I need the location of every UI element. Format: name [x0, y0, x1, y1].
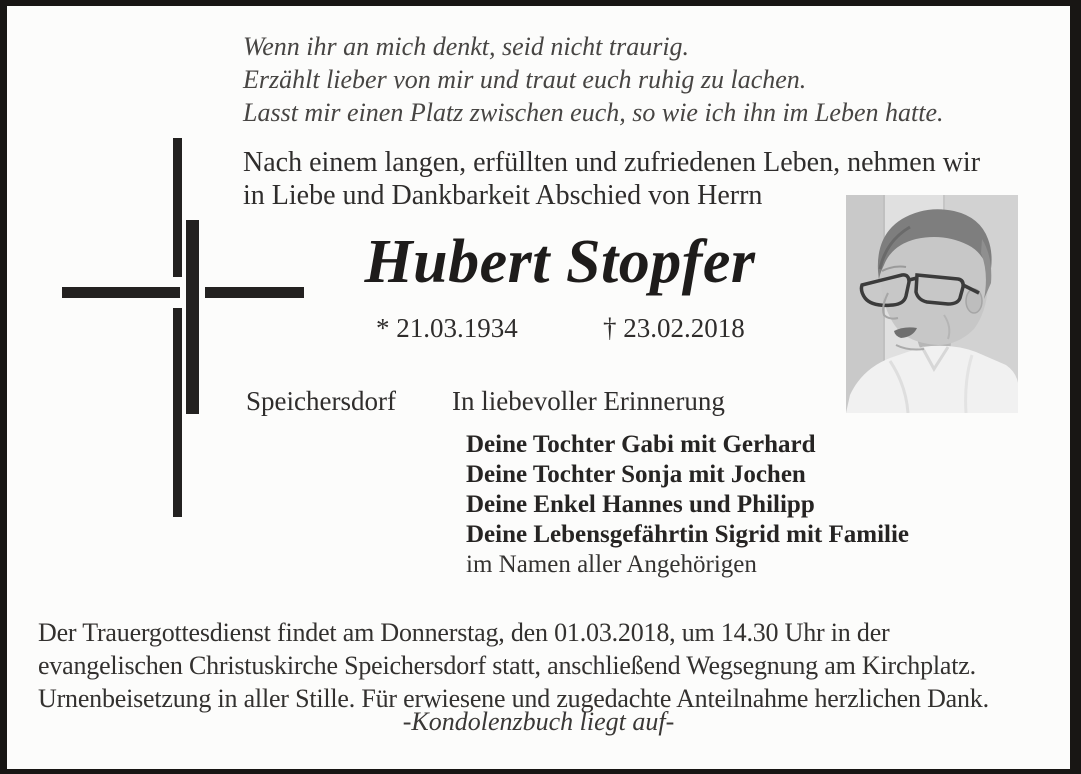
epigraph-line-2: Erzählt lieber von mir und traut euch ruhig zu lachen. [243, 65, 807, 94]
death-date: † 23.02.2018 [603, 313, 745, 343]
birth-date: * 21.03.1934 [376, 313, 518, 343]
mourners-suffix: im Namen aller Angehörigen [466, 551, 757, 578]
portrait-photo [846, 195, 1018, 413]
cross-bar-horizontal-left [62, 287, 180, 298]
intro-line-2: in Liebe und Dankbarkeit Abschied von Herrn [243, 180, 763, 211]
remembrance-label: In liebevoller Erinnerung [452, 386, 725, 416]
condolence-note: -Kondolenzbuch liegt auf- [402, 707, 675, 736]
service-info [38, 616, 1060, 715]
cross-bar-vertical-upper [173, 138, 182, 277]
mourners-list [466, 430, 909, 580]
mourner-line-2: Deine Tochter Sonja mit Jochen [466, 461, 806, 488]
place-row [7, 386, 1070, 420]
epigraph-line-3: Lasst mir einen Platz zwischen euch, so wie ich ihn im Leben hatte. [243, 98, 944, 127]
cross-bar-horizontal-right [205, 287, 304, 298]
service-line-2: evangelischen Christuskirche Speichersdorf statt, anschließend Wegsegnung am Kirchplatz. [38, 651, 976, 680]
deceased-name: Hubert Stopfer [364, 228, 756, 296]
service-line-3: Urnenbeisetzung in aller Stille. Für erwiesene und zugedachte Anteilnahme herzlichen Dank. [38, 684, 989, 713]
obituary-card [7, 6, 1070, 769]
intro-line-1: Nach einem langen, erfüllten und zufriedenen Leben, nehmen wir [243, 147, 981, 178]
epigraph-poem [243, 30, 944, 129]
mourner-line-3: Deine Enkel Hannes und Philipp [466, 491, 815, 518]
service-line-1: Der Trauergottesdienst findet am Donnerstag, den 01.03.2018, um 14.30 Uhr in der [38, 618, 890, 647]
epigraph-line-1: Wenn ihr an mich denkt, seid nicht traurig. [243, 32, 690, 61]
mourner-line-4: Deine Lebensgefährtin Sigrid mit Familie [466, 521, 910, 548]
place-name: Speichersdorf [246, 386, 396, 416]
mourner-line-1: Deine Tochter Gabi mit Gerhard [466, 431, 816, 458]
